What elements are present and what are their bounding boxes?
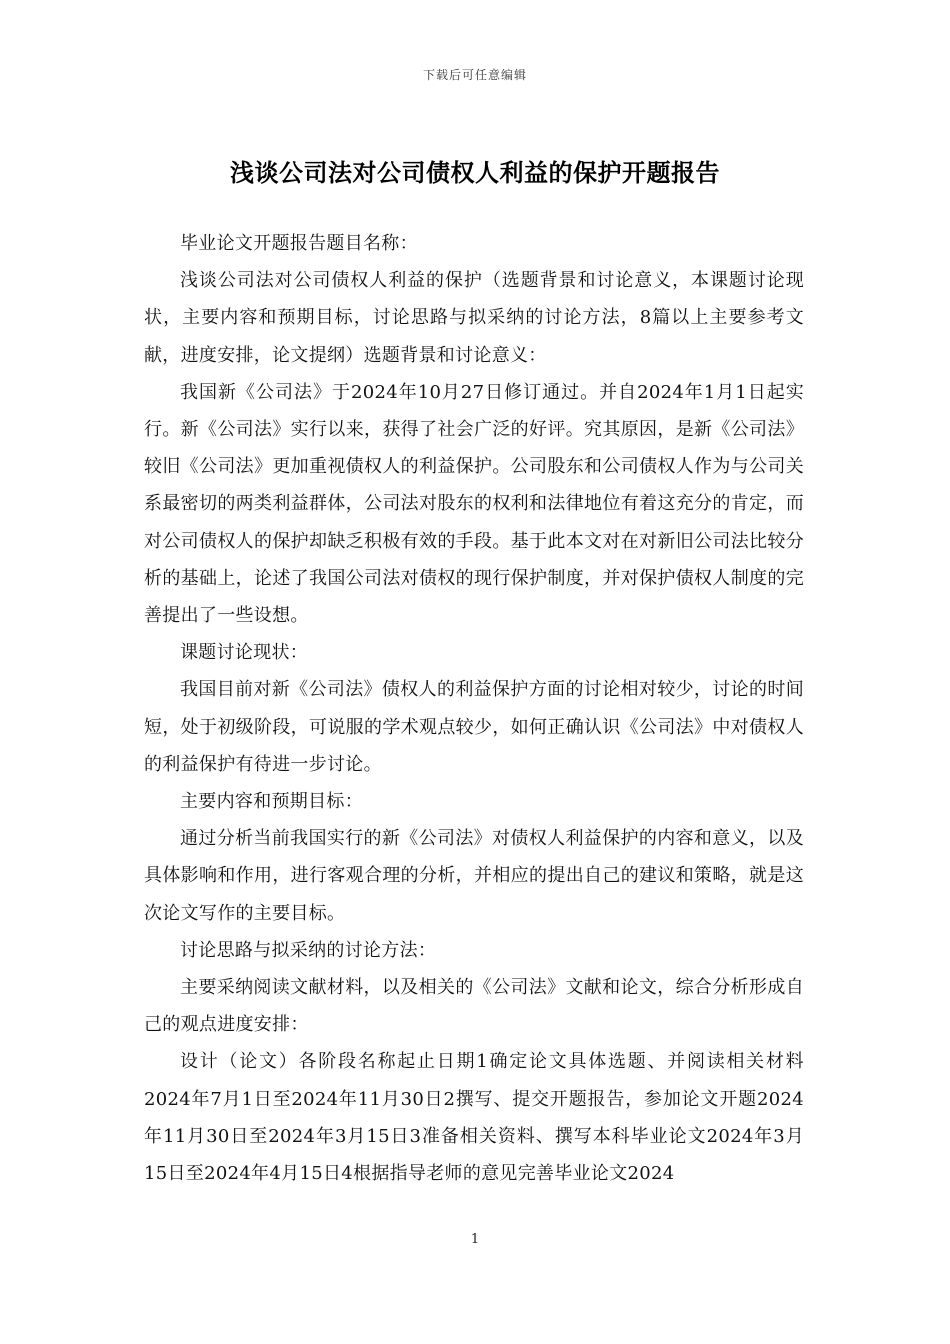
header-note: 下载后可任意编辑 [422, 68, 527, 82]
paragraph-schedule: 设计（论文）各阶段名称起止日期1确定论文具体选题、并阅读相关材料2024年7月1日至2024年11月30日2撰写、提交开题报告，参加论文开题2024年11月30日至2024年3月15日3准备相关资料、撰写本科毕业论文2024年3月15日至2024年4月15日4根据指导老师的意见完善毕业论文2024 [144, 1051, 804, 1185]
paragraph-methods: 主要采纳阅读文献材料，以及相关的《公司法》文献和论文，综合分析形成自己的观点进度安排： [144, 977, 804, 1036]
paragraph-topic-label: 毕业论文开题报告题目名称： [180, 233, 418, 254]
paragraph-methods-label: 讨论思路与拟采纳的讨论方法： [180, 939, 437, 961]
paragraph-status-label: 课题讨论现状： [180, 642, 309, 664]
document-body [144, 225, 804, 1192]
paragraph-topic: 浅谈公司法对公司债权人利益的保护（选题背景和讨论意义，本课题讨论现状，主要内容和预期目标，讨论思路与拟采纳的讨论方法，8篇以上主要参考文献，进度安排，论文提纲）选题背景和讨论意义： [144, 270, 804, 366]
paragraph-goals: 通过分析当前我国实行的新《公司法》对债权人利益保护的内容和意义，以及具体影响和作用，进行客观合理的分析，并相应的提出自己的建议和策略，就是这次论文写作的主要目标。 [144, 828, 804, 924]
page-number: 1 [470, 1232, 480, 1247]
paragraph-goals-label: 主要内容和预期目标： [180, 791, 363, 813]
paragraph-background: 我国新《公司法》于2024年10月27日修订通过。并自2024年1月1日起实行。新《公司法》实行以来，获得了社会广泛的好评。究其原因，是新《公司法》较旧《公司法》更加重视债权人的利益保护。公司股东和公司债权人作为与公司关系最密切的两类利益群体，公司法对股东的权利和法律地位有着这充分的肯定，而对公司债权人的保护却缺乏积极有效的手段。基于此本文对在对新旧公司法比较分析的基础上，论述了我国公司法对债权的现行保护制度，并对保护债权人制度的完善提出了一些设想。 [144, 381, 804, 627]
paragraph-status: 我国目前对新《公司法》债权人的利益保护方面的讨论相对较少，讨论的时间短，处于初级阶段，可说服的学术观点较少，如何正确认识《公司法》中对债权人的利益保护有待进一步讨论。 [144, 679, 804, 775]
document-title: 浅谈公司法对公司债权人利益的保护开题报告 [230, 159, 720, 187]
